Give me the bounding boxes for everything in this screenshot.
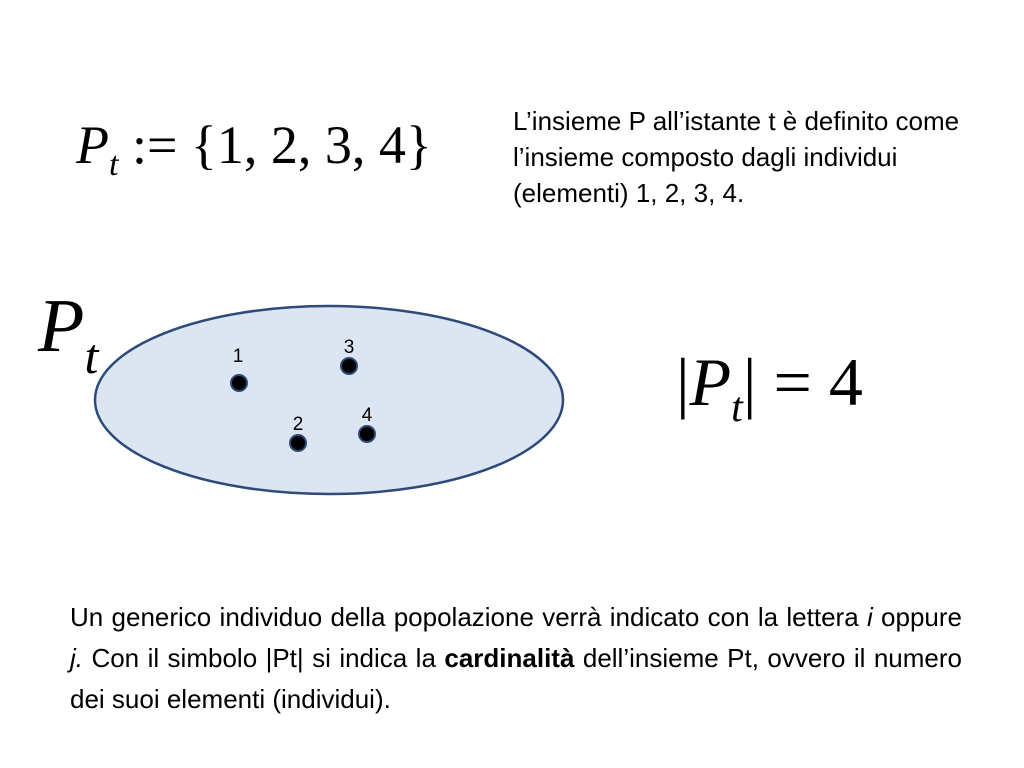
cardinality-value: = 4 xyxy=(756,344,863,420)
paragraph-text-2: oppure xyxy=(872,602,962,632)
paragraph-bold-cardinality: cardinalità xyxy=(444,643,575,673)
element-dot xyxy=(341,358,357,374)
element-label: 2 xyxy=(292,414,304,435)
element-label: 4 xyxy=(361,405,373,426)
cardinality-open-bar: | xyxy=(676,344,690,420)
cardinality-close-bar: | xyxy=(742,344,757,420)
explanation-paragraph xyxy=(70,597,962,720)
element-label: 3 xyxy=(343,337,355,358)
set-description: L’insieme P all’istante t è definito come l’insieme composto dagli individui (elementi) 1, 2, 3, 4. xyxy=(513,106,960,208)
diagram-set-symbol: P xyxy=(38,284,85,368)
element-dot xyxy=(231,375,247,391)
paragraph-italic-j: j. xyxy=(70,643,83,673)
cardinality-formula xyxy=(676,344,863,431)
formula-definition-value: := {1, 2, 3, 4} xyxy=(118,115,432,175)
paragraph-text-4: dell’insieme Pt, ovvero il numero dei suoi elementi (individui). xyxy=(70,643,962,714)
element-dot xyxy=(290,435,306,451)
diagram-set-subscript: t xyxy=(84,328,99,384)
set-diagram xyxy=(30,285,590,515)
paragraph-text-3: Con il simbolo |Pt| si indica la xyxy=(83,643,445,673)
formula-set-symbol: P xyxy=(76,115,109,175)
element-label: 1 xyxy=(232,346,244,367)
formula-set-subscript: t xyxy=(109,146,119,183)
paragraph-italic-i: i xyxy=(866,602,873,632)
paragraph-text-1: Un generico individuo della popolazione verrà indicato con la lettera xyxy=(70,602,867,632)
cardinality-set-symbol: P xyxy=(689,344,732,420)
set-ellipse xyxy=(95,306,563,494)
set-definition-formula xyxy=(76,115,432,183)
cardinality-set-subscript: t xyxy=(731,385,743,431)
element-dot xyxy=(359,426,375,442)
